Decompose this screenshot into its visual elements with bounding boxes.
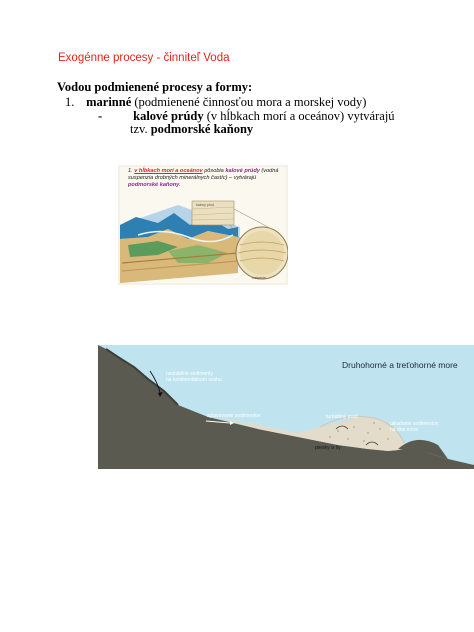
list-term: kalové prúdy xyxy=(133,109,204,123)
list-term: marinné xyxy=(86,95,132,109)
list-dash: - xyxy=(98,109,103,123)
caption-text: pôsobia xyxy=(202,168,226,174)
list-term: podmorské kaňony xyxy=(150,122,254,136)
figure1-label-bottom: vrstvenie xyxy=(252,276,267,280)
figure2-label-slope: nestabilné sedimenty na kontinentálnom svahu xyxy=(166,371,222,383)
caption-end: . xyxy=(179,182,181,188)
list-description: (v hĺbkach morí a oceánov) vytvárajú xyxy=(206,109,395,123)
list-item-3 xyxy=(130,122,253,137)
list-number: 1. xyxy=(65,95,75,109)
list-description: (podmienené činnosťou mora a morskej vody) xyxy=(134,95,367,109)
figure2-label-sand: piesky a íly xyxy=(315,445,341,451)
list-prefix: tzv. xyxy=(130,122,148,136)
figure1-caption xyxy=(128,168,283,189)
figure2-label-current: turbiditný prúd xyxy=(326,414,358,420)
caption-text-2: (vodná suspenzia drobných minerálnych častíc) – vytvárajú xyxy=(128,168,279,181)
caption-number: 1. xyxy=(128,168,133,174)
figure2-label-deposit: ukladanie sedimentov na dne mora xyxy=(390,421,439,433)
figure2-label-flow: splavovanie sedimentov xyxy=(207,413,261,419)
section-subtitle: Vodou podmienené procesy a formy: xyxy=(57,80,253,94)
page-heading: Exogénne procesy - činniteľ Voda xyxy=(58,52,230,64)
caption-highlight-2: kalové prúdy xyxy=(225,168,260,174)
list-item-1 xyxy=(65,95,366,110)
figure1-label-top: kalový prúd xyxy=(196,203,214,207)
caption-highlight-3: podmorské kaňony xyxy=(128,182,180,188)
caption-highlight: v hĺbkach morí a oceánov xyxy=(134,168,203,174)
figure2-title: Druhohorné a treťohorné more xyxy=(342,360,458,370)
